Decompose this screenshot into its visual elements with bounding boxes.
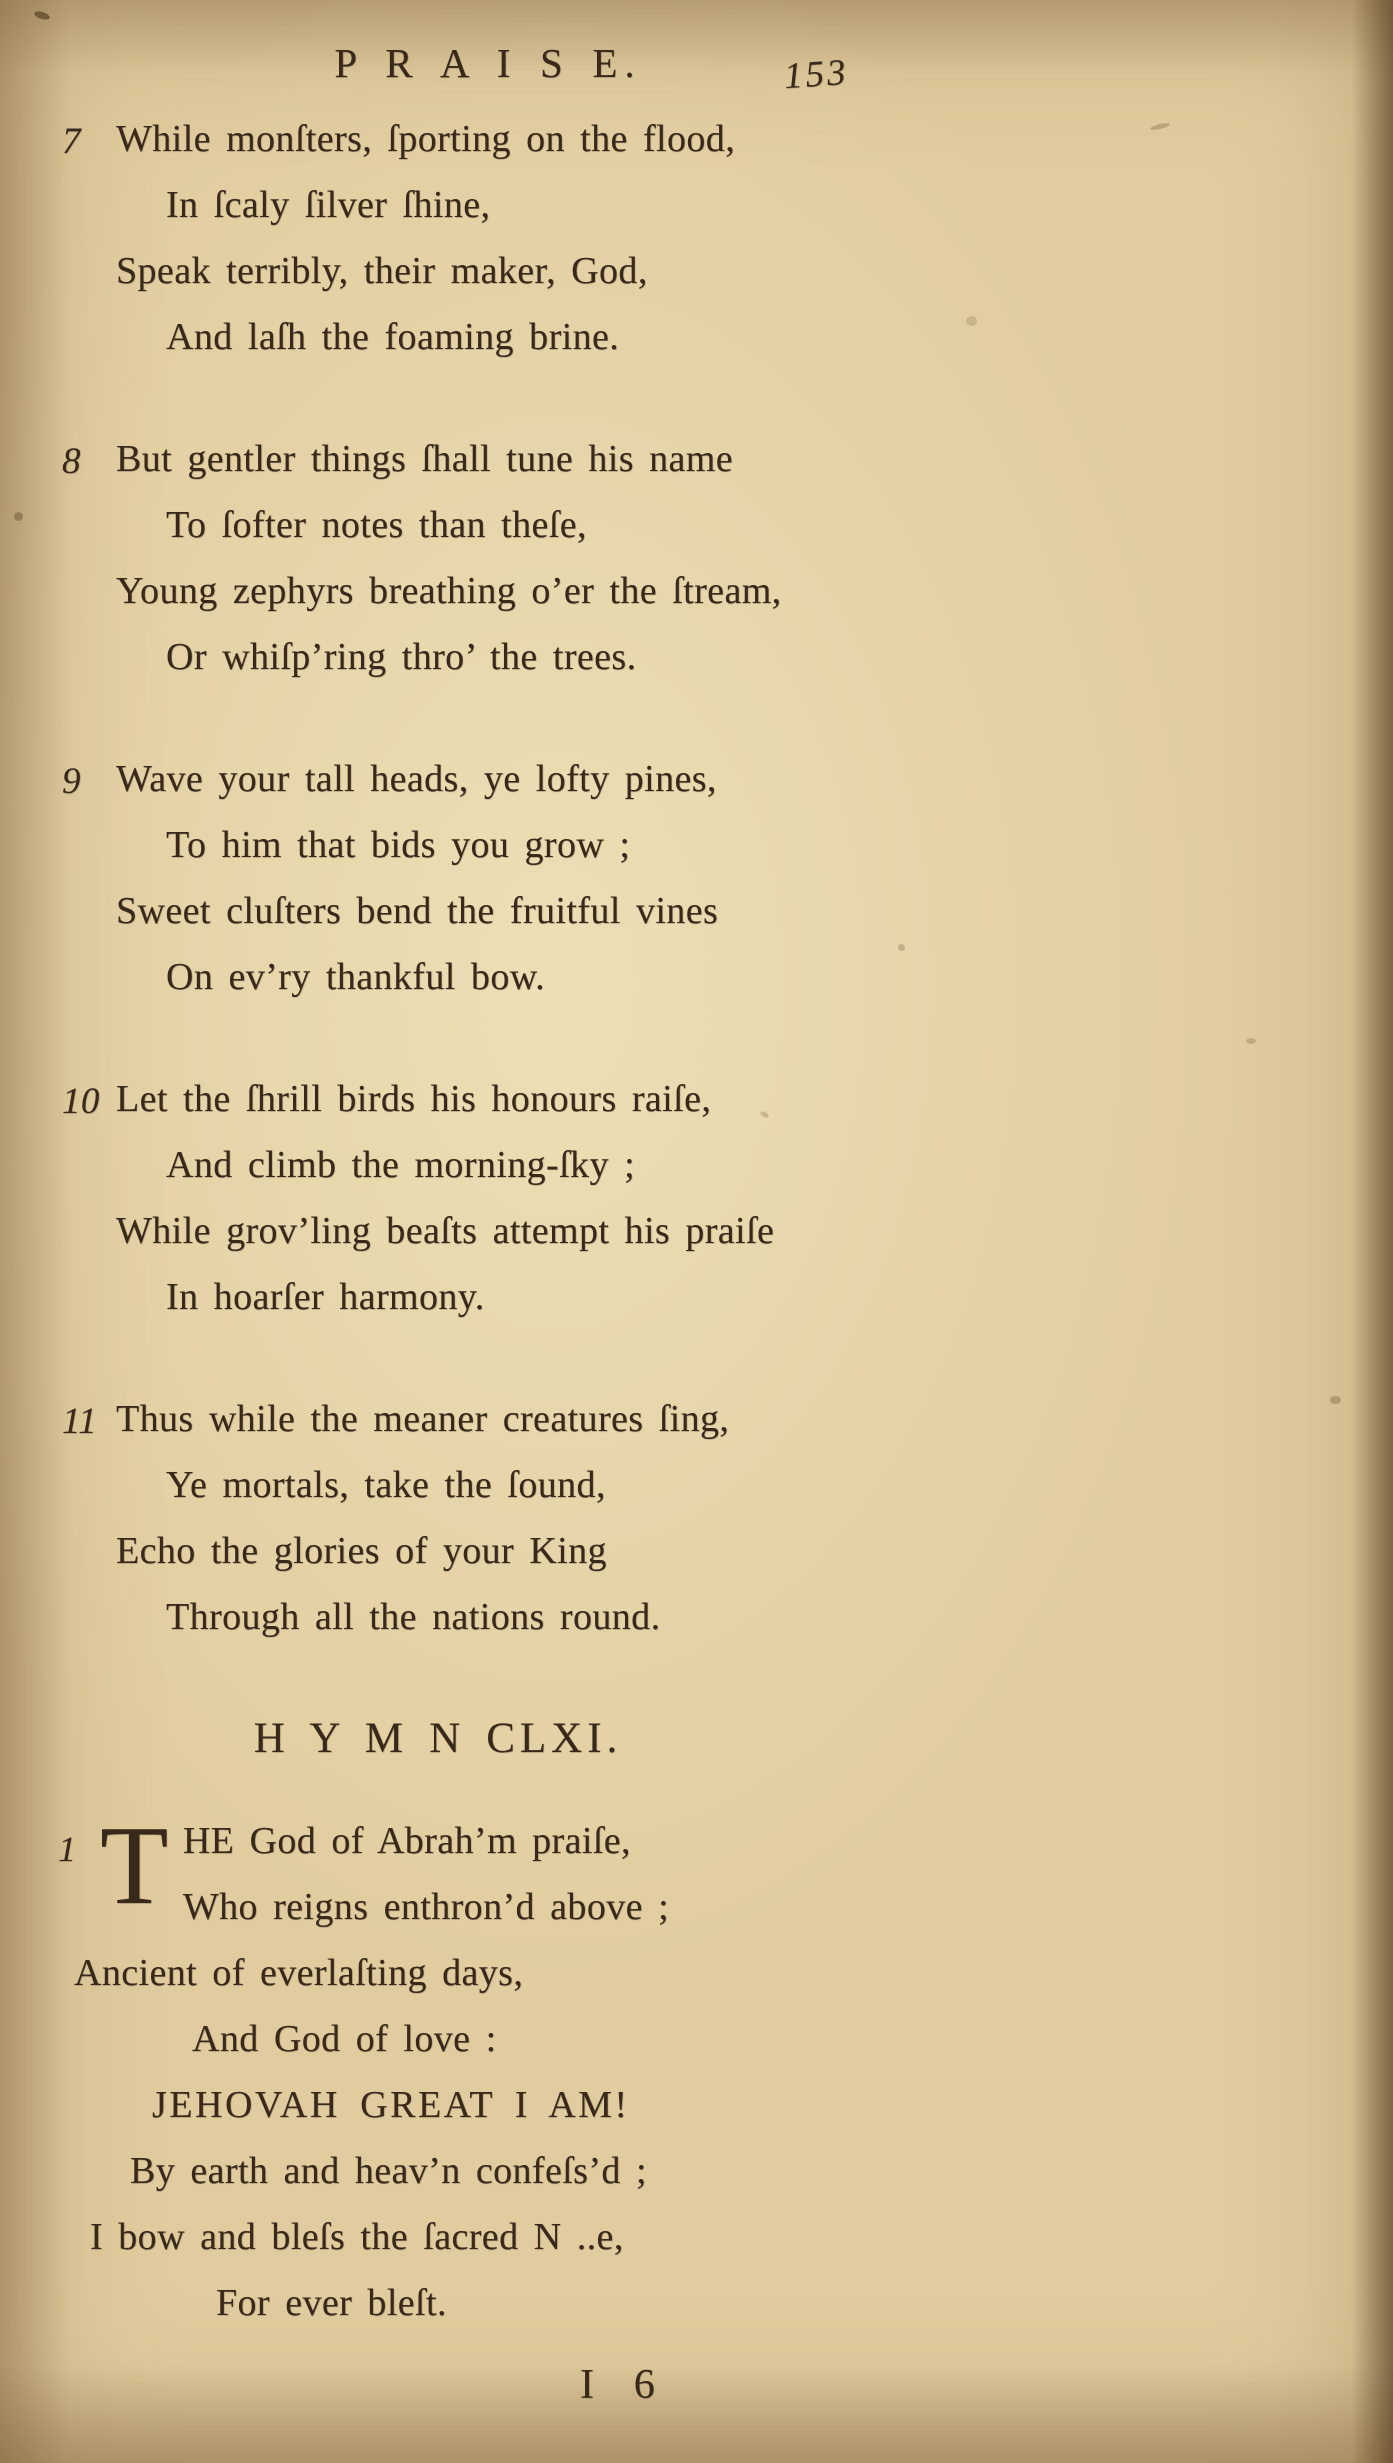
verse-line: HE God of Abrah’m praiſe, (182, 1820, 631, 1862)
page-number: 153 (782, 51, 850, 98)
verse-line: Let the ſhrill birds his honours raiſe, (116, 1078, 712, 1120)
verse-line: In hoarſer harmony. (166, 1276, 485, 1318)
paper-speck (1150, 122, 1171, 132)
verse-line: Speak terribly, their maker, God, (116, 250, 648, 292)
hymn-verse-1 (58, 1804, 858, 2336)
verse-line: Young zephyrs breathing o’er the ſtream, (116, 570, 782, 612)
paper-speck (33, 10, 50, 22)
verse-line: Thus while the meaner creatures ſing, (116, 1398, 730, 1440)
paper-speck (14, 512, 23, 521)
verse-number: 8 (62, 441, 81, 482)
verse-9 (58, 746, 858, 1010)
verse-line: I bow and bleſs the ſacred N ..e, (90, 2216, 624, 2258)
verse-line: Through all the nations round. (166, 1596, 661, 1638)
verse-line: Ye mortals, take the ſound, (166, 1464, 606, 1506)
verse-line: And climb the morning-ſky ; (166, 1144, 636, 1186)
verse-number: 1 (58, 1829, 77, 1869)
verse-line: Wave your tall heads, ye lofty pines, (116, 758, 717, 800)
verse-line: For ever bleſt. (216, 2282, 447, 2324)
verse-line: In ſcaly ſilver ſhine, (166, 184, 491, 226)
verse-line: And God of love : (192, 2018, 497, 2060)
verse-10 (58, 1066, 858, 1330)
paper-speck (1246, 1038, 1256, 1044)
verse-11 (58, 1386, 858, 1650)
verse-line: Or whiſp’ring thro’ the trees. (166, 636, 637, 678)
verse-line: And laſh the foaming brine. (166, 316, 620, 358)
paper-speck (898, 944, 905, 951)
verse-line: Echo the glories of your King (116, 1530, 607, 1572)
page-header (58, 30, 858, 106)
hymn-heading: H Y M N CLXI. (253, 1715, 623, 1762)
verse-line: Ancient of everlaſting days, (74, 1952, 524, 1994)
verse-7 (58, 106, 858, 370)
verse-number: 9 (62, 761, 81, 802)
verse-line: JEHOVAH GREAT I AM! (152, 2084, 630, 2126)
paper-speck (1330, 1396, 1341, 1404)
paper-speck (966, 316, 977, 326)
verse-number: 10 (62, 1081, 100, 1122)
verse-line: By earth and heav’n confeſs’d ; (130, 2150, 647, 2192)
drop-cap: T (100, 1804, 169, 1928)
verse-line: Who reigns enthron’d above ; (182, 1886, 670, 1928)
verse-number: 7 (62, 121, 81, 162)
verse-number: 11 (62, 1401, 98, 1442)
verse-line: But gentler things ſhall tune his name (116, 438, 734, 480)
page-content (58, 30, 858, 2418)
verse-line: To him that bids you grow ; (166, 824, 631, 866)
signature-mark: I 6 (580, 2362, 667, 2408)
verse-line: Sweet cluſters bend the fruitful vines (116, 890, 719, 932)
verse-line: To ſofter notes than theſe, (166, 504, 587, 546)
verse-8 (58, 426, 858, 690)
verse-line: On ev’ry thankful bow. (166, 956, 545, 998)
verse-line: While grov’ling beaſts attempt his praiſe (116, 1210, 775, 1252)
verse-line: While monſters, ſporting on the flood, (116, 118, 736, 160)
hymn-opening-lines (74, 1804, 858, 1940)
running-title: P R A I S E. (334, 40, 642, 86)
